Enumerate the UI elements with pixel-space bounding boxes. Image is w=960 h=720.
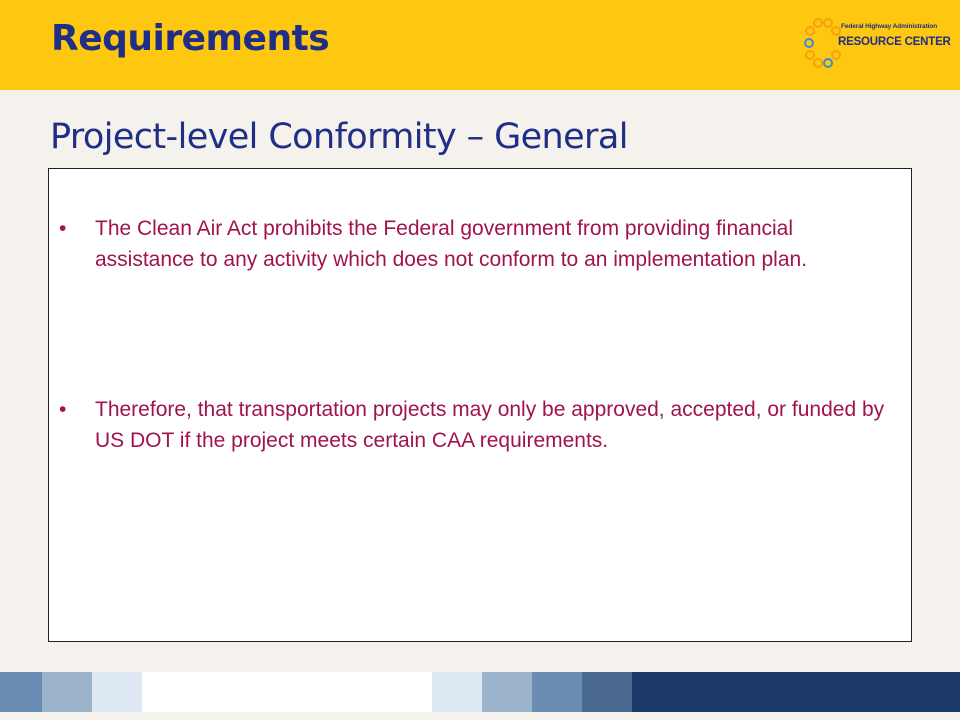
bullet-text: Therefore, that transportation projects may only be approved, accepted, or funded by US DOT if the project meets certain CAA requirements.	[95, 398, 885, 452]
footer-block	[0, 672, 42, 712]
slide-subtitle: Project-level Conformity – General	[50, 117, 628, 157]
footer-block	[582, 672, 632, 712]
resource-center-logo	[804, 17, 951, 71]
header-bar	[0, 0, 960, 90]
footer-block	[432, 672, 482, 712]
footer-block	[42, 672, 92, 712]
bullet-text: The Clean Air Act prohibits the Federal government from providing financial assistance to any activity which does not conform to an implementation plan.	[95, 217, 808, 271]
footer-block	[92, 672, 142, 712]
bullet-marker: •	[59, 398, 67, 421]
content-box	[48, 168, 912, 642]
footer-block	[532, 672, 582, 712]
footer-block	[632, 672, 960, 712]
footer-bottom-edge	[0, 712, 960, 720]
logo-name-text: RESOURCE CENTER	[838, 36, 951, 48]
logo-agency-text: Federal Highway Administration	[841, 23, 938, 30]
footer-block	[482, 672, 532, 712]
bullet-marker: •	[59, 217, 67, 240]
page-title: Requirements	[51, 18, 330, 59]
footer-color-strip	[0, 672, 960, 712]
footer-block	[142, 672, 432, 712]
